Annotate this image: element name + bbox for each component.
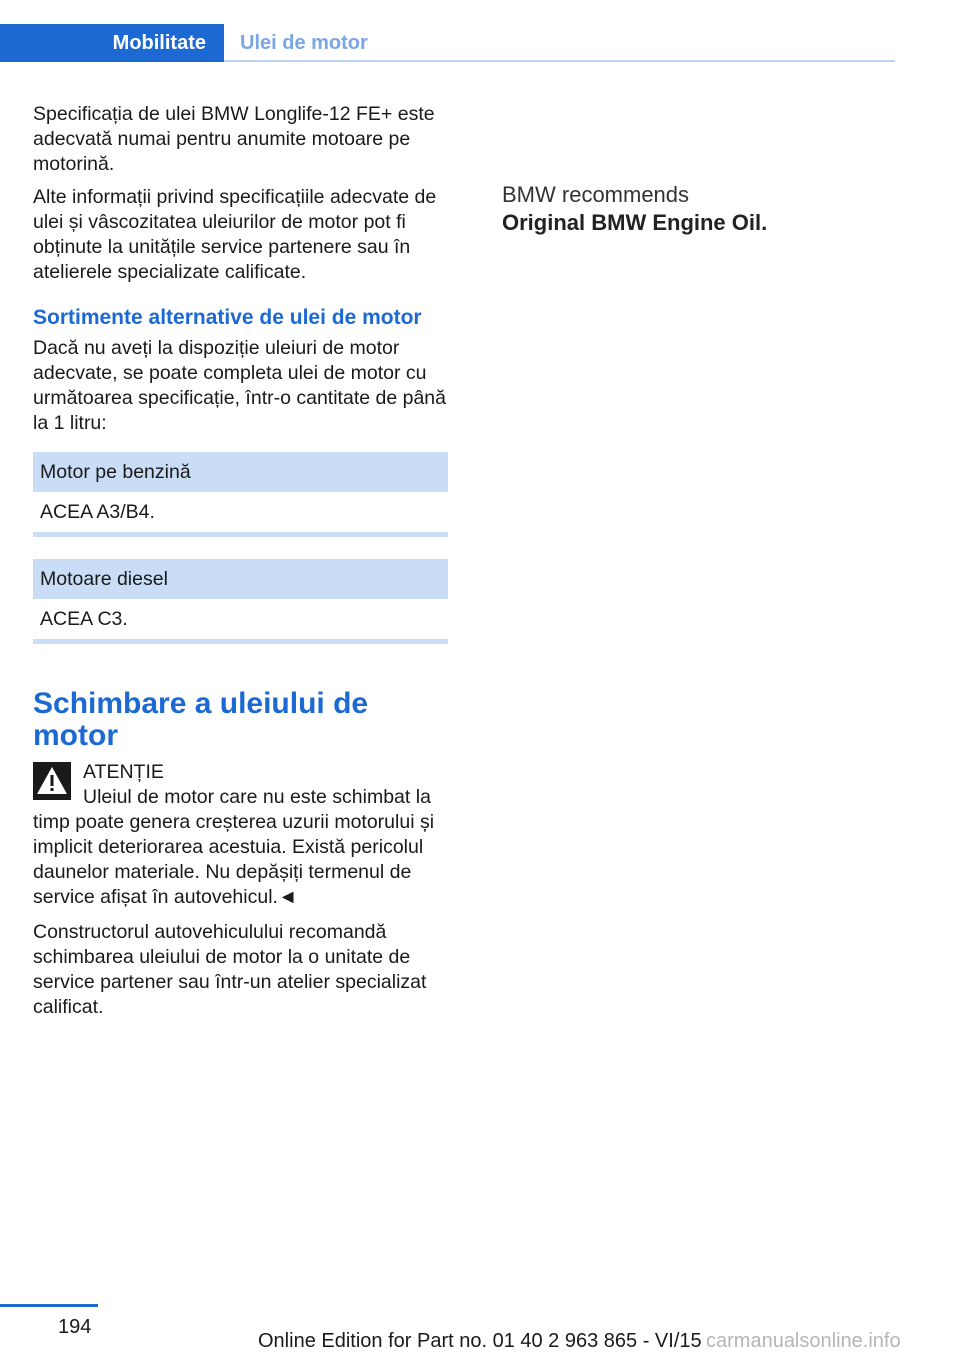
footer-divider	[0, 1304, 98, 1307]
warning-title: ATENȚIE	[83, 761, 164, 783]
warning-body: Uleiul de motor care nu este schimbat la timp poate genera creșterea uzurii motorului și implicit deteriorarea acestuia. Există pericolul daunelor materiale. Nu depășiți termenul de service afișat în autovehicul.◄	[33, 786, 435, 908]
header-divider	[224, 60, 895, 62]
main-column	[33, 102, 448, 1028]
header-tabs	[0, 24, 895, 62]
spec-table-diesel	[33, 559, 448, 644]
watermark: carmanualsonline.info	[706, 1330, 901, 1352]
spec-table-petrol	[33, 452, 448, 537]
paragraph-info: Alte informații privind specificațiile adecvate de ulei și vâscozitatea uleiurilor de motor pot fi obținute la unitățile service partenere sau în atelierele specializate calificate.	[33, 186, 437, 283]
bmw-oil-ad	[502, 181, 902, 237]
edition-text: Online Edition for Part no. 01 40 2 963 865 - VI/15	[258, 1330, 702, 1352]
heading-oil-change: Schimbare a uleiului de motor	[33, 687, 369, 752]
ad-line-engine-oil: Original BMW Engine Oil.	[502, 210, 768, 235]
paragraph-recommendation: Constructorul autovehiculului recomandă schimbarea uleiului de motor la o unitate de service partener sau într-un atelier specializat calificat.	[33, 921, 427, 1018]
spec-header-petrol: Motor pe benzină	[33, 452, 448, 492]
ad-line-recommends: BMW recommends	[502, 182, 690, 207]
tab-ulei-de-motor[interactable]: Ulei de motor	[240, 31, 368, 54]
page-number: 194	[58, 1316, 92, 1338]
spec-header-diesel: Motoare diesel	[33, 559, 448, 599]
tab-mobilitate[interactable]: Mobilitate	[0, 24, 224, 62]
paragraph-alternative: Dacă nu aveți la dispoziție uleiuri de motor adecvate, se poate completa ulei de motor cu următoarea specificație, într-o cantitate de până la 1 litru:	[33, 337, 446, 434]
spec-value-petrol: ACEA A3/B4.	[40, 500, 155, 523]
paragraph-longlife: Specificația de ulei BMW Longlife-12 FE+ este adecvată numai pentru anumite motoare pe motorină.	[33, 103, 435, 175]
warning-triangle-icon	[33, 762, 71, 800]
heading-alternative-oil: Sortimente alternative de ulei de motor	[33, 306, 422, 329]
spec-value-diesel: ACEA C3.	[40, 607, 128, 630]
warning-block	[33, 760, 448, 910]
